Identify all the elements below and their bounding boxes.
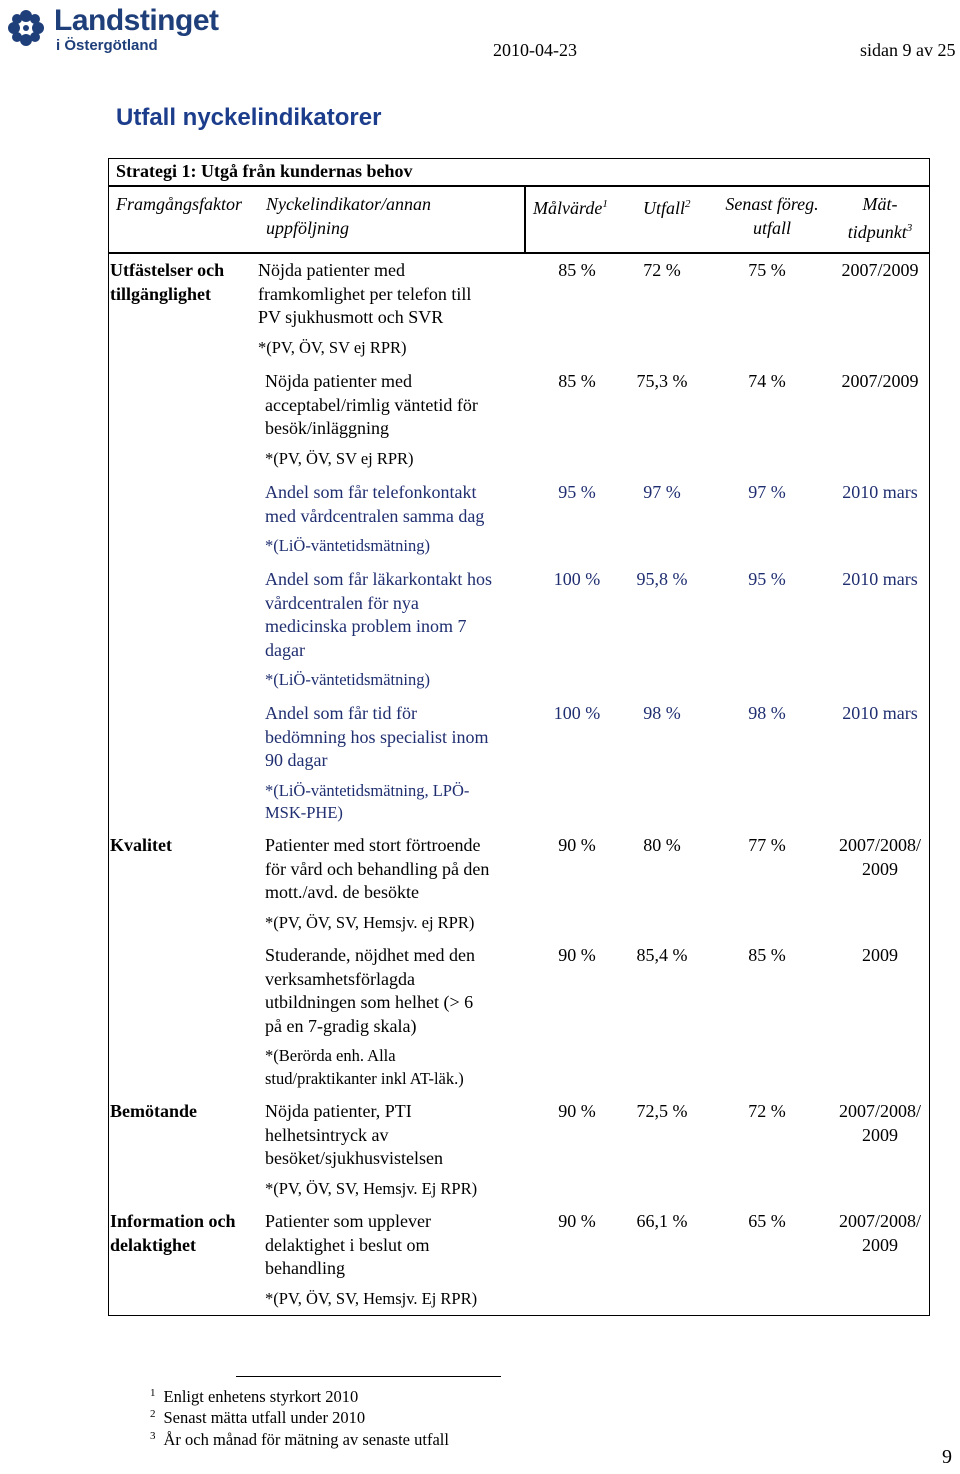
measurement-period bbox=[812, 481, 948, 505]
col-header-indicator-line: Nyckelindikator/annan bbox=[266, 194, 431, 214]
footnote-text: År och månad för mätning av senaste utfall bbox=[163, 1430, 449, 1449]
footnote-ref: 3 bbox=[906, 221, 913, 234]
indicator-text: bedömning hos specialist inom bbox=[265, 726, 489, 747]
indicator-source bbox=[265, 1045, 475, 1090]
indicator-source bbox=[265, 780, 488, 825]
outcome-value: 66,1 % bbox=[636, 1211, 688, 1231]
table-divider bbox=[108, 252, 930, 254]
indicator-text: Nöjda patienter med bbox=[258, 260, 405, 280]
outcome-value: 72 % bbox=[643, 260, 681, 280]
outcome-value: 98 % bbox=[643, 703, 681, 723]
indicator-cell bbox=[265, 702, 488, 825]
indicator-source-text: *(Berörda enh. Alla bbox=[265, 1046, 396, 1065]
col-header-target-label: Målvärde bbox=[533, 198, 603, 218]
indicator-text: framkomlighet per telefon till bbox=[258, 283, 472, 304]
col-header-previous-line: Senast föreg. bbox=[725, 194, 819, 214]
factor-label bbox=[110, 1100, 197, 1124]
measurement-period-line: 2007/2008/ bbox=[838, 835, 921, 855]
indicator-text: Andel som får tid för bbox=[265, 703, 417, 723]
indicator-text: delaktighet i beslut om bbox=[265, 1234, 430, 1255]
previous-value: 65 % bbox=[748, 1211, 786, 1231]
previous-value: 75 % bbox=[748, 260, 786, 280]
measurement-period-line: 2009 bbox=[862, 1234, 898, 1255]
indicator-text: PV sjukhusmott och SVR bbox=[258, 307, 444, 327]
target-value: 90 % bbox=[558, 1211, 596, 1231]
indicator-source bbox=[265, 1178, 477, 1201]
indicator-text: verksamhetsförlagda bbox=[265, 968, 415, 989]
indicator-source bbox=[265, 535, 484, 558]
col-header-outcome bbox=[643, 193, 691, 221]
previous-value: 77 % bbox=[748, 835, 786, 855]
indicator-text: acceptabel/rimlig väntetid för bbox=[265, 394, 478, 415]
indicator-source bbox=[258, 337, 471, 360]
col-header-period bbox=[830, 193, 930, 244]
indicator-text: Studerande, nöjdhet med den bbox=[265, 945, 475, 965]
col-header-target bbox=[533, 193, 608, 221]
measurement-period-line: 2009 bbox=[862, 945, 898, 965]
measurement-period bbox=[812, 702, 948, 726]
page-number: 9 bbox=[942, 1446, 952, 1468]
indicator-text: behandling bbox=[265, 1258, 345, 1278]
indicator-text: besöket/sjukhusvistelsen bbox=[265, 1148, 443, 1168]
indicator-text: helhetsintryck av bbox=[265, 1124, 389, 1145]
landstinget-logo bbox=[6, 4, 236, 56]
indicator-text: utbildningen som helhet (> 6 bbox=[265, 992, 474, 1012]
footnote-text: Senast mätta utfall under 2010 bbox=[163, 1408, 366, 1427]
indicator-source bbox=[265, 448, 478, 471]
col-header-period-line: Mät- bbox=[862, 194, 898, 214]
indicator-text: mott./avd. de besökte bbox=[265, 882, 419, 902]
previous-value: 85 % bbox=[748, 945, 786, 965]
footnote-ref: 1 bbox=[602, 198, 608, 210]
indicator-source-text: *(PV, ÖV, SV, Hemsjv. Ej RPR) bbox=[265, 1288, 478, 1308]
measurement-period bbox=[812, 1100, 948, 1147]
target-value: 100 % bbox=[553, 569, 601, 589]
indicator-source-text: *(PV, ÖV, SV, Hemsjv. Ej RPR) bbox=[265, 1178, 478, 1198]
previous-value: 72 % bbox=[748, 1101, 786, 1121]
footnote-ref: 2 bbox=[685, 198, 691, 210]
measurement-period-line: 2007/2009 bbox=[841, 371, 919, 391]
previous-value: 95 % bbox=[748, 569, 786, 589]
page-title: Utfall nyckelindikatorer bbox=[116, 104, 382, 131]
measurement-period bbox=[812, 370, 948, 394]
outcome-value: 97 % bbox=[643, 482, 681, 502]
factor-line: Utfästelser och bbox=[110, 260, 225, 280]
previous-value: 97 % bbox=[748, 482, 786, 502]
factor-line: Bemötande bbox=[110, 1101, 197, 1121]
footnote-number: 3 bbox=[150, 1429, 156, 1442]
target-value: 85 % bbox=[558, 260, 596, 280]
col-header-indicator-line: uppföljning bbox=[266, 217, 350, 238]
measurement-period-line: 2009 bbox=[862, 858, 898, 879]
flower-logo-icon bbox=[6, 8, 46, 48]
measurement-period bbox=[812, 944, 948, 968]
target-value: 85 % bbox=[558, 371, 596, 391]
measurement-period-line: 2009 bbox=[862, 1124, 898, 1145]
target-value: 95 % bbox=[558, 482, 596, 502]
col-header-factor: Framgångsfaktor bbox=[116, 194, 242, 214]
outcome-value: 80 % bbox=[643, 835, 681, 855]
col-header-previous-line: utfall bbox=[752, 217, 791, 238]
outcome-value: 72,5 % bbox=[636, 1101, 688, 1121]
indicator-source-text: *(PV, ÖV, SV ej RPR) bbox=[258, 337, 407, 357]
footnote-number: 1 bbox=[150, 1386, 156, 1399]
measurement-period-line: 2010 mars bbox=[842, 482, 918, 502]
indicator-cell bbox=[258, 259, 471, 359]
factor-label bbox=[110, 259, 224, 306]
indicator-source-text: *(PV, ÖV, SV ej RPR) bbox=[265, 448, 414, 468]
indicator-text: Nöjda patienter med bbox=[265, 371, 412, 391]
outcome-value: 75,3 % bbox=[636, 371, 688, 391]
measurement-period-line: 2010 mars bbox=[842, 569, 918, 589]
measurement-period-line: 2007/2008/ bbox=[838, 1101, 921, 1121]
indicator-text: med vårdcentralen samma dag bbox=[265, 505, 485, 526]
col-header-outcome-label: Utfall bbox=[643, 198, 686, 218]
indicator-cell bbox=[265, 944, 475, 1090]
indicator-source-text: *(PV, ÖV, SV, Hemsjv. ej RPR) bbox=[265, 912, 475, 932]
measurement-period bbox=[812, 259, 948, 283]
indicator-text: Andel som får läkarkontakt hos bbox=[265, 569, 492, 589]
header-date: 2010-04-23 bbox=[493, 40, 577, 60]
col-header-period-line bbox=[830, 217, 930, 245]
target-value: 90 % bbox=[558, 835, 596, 855]
indicator-text: på en 7-gradig skala) bbox=[265, 1015, 417, 1036]
indicator-source-text: MSK-PHE) bbox=[265, 803, 343, 822]
indicator-cell bbox=[265, 1100, 477, 1200]
measurement-period-line: 2007/2009 bbox=[841, 260, 919, 280]
indicator-cell bbox=[265, 834, 489, 934]
indicator-text: Patienter med stort förtroende bbox=[265, 835, 481, 855]
indicator-cell bbox=[265, 1210, 477, 1310]
indicator-source-text: *(LiÖ-väntetidsmätning) bbox=[265, 670, 430, 689]
indicator-source bbox=[265, 669, 492, 692]
indicator-text: dagar bbox=[265, 639, 305, 660]
indicator-source-text: *(LiÖ-väntetidsmätning, LPÖ- bbox=[265, 780, 470, 800]
indicator-cell bbox=[265, 481, 484, 558]
indicator-cell bbox=[265, 568, 492, 692]
factor-label bbox=[110, 1210, 236, 1257]
measurement-period-line: 2007/2008/ bbox=[838, 1211, 921, 1231]
measurement-period bbox=[812, 568, 948, 592]
factor-line: Kvalitet bbox=[110, 835, 172, 855]
footnote-number: 2 bbox=[150, 1407, 156, 1420]
indicator-text: Patienter som upplever bbox=[265, 1211, 431, 1231]
indicator-source-text: *(LiÖ-väntetidsmätning) bbox=[265, 536, 430, 555]
header-page: sidan 9 av 25 bbox=[860, 40, 956, 60]
table-divider bbox=[108, 185, 930, 187]
indicator-source bbox=[265, 912, 489, 935]
col-header-indicator bbox=[266, 193, 431, 240]
measurement-period bbox=[812, 1210, 948, 1257]
previous-value: 74 % bbox=[748, 371, 786, 391]
factor-line: tillgänglighet bbox=[110, 283, 212, 304]
indicator-text: Nöjda patienter, PTI bbox=[265, 1101, 412, 1121]
measurement-period bbox=[812, 834, 948, 881]
footnote-separator bbox=[236, 1376, 501, 1377]
indicator-text: vårdcentralen för nya bbox=[265, 592, 419, 613]
indicator-text: besök/inläggning bbox=[265, 418, 389, 438]
target-value: 100 % bbox=[553, 703, 601, 723]
factor-label bbox=[110, 834, 172, 858]
indicator-table bbox=[108, 158, 930, 1316]
col-header-previous bbox=[712, 193, 832, 240]
col-header-period-label: tidpunkt bbox=[847, 221, 907, 242]
footnote bbox=[150, 1408, 365, 1428]
logo-subtitle: i Östergötland bbox=[56, 37, 158, 54]
previous-value: 98 % bbox=[748, 703, 786, 723]
indicator-source bbox=[265, 1288, 477, 1311]
footnote bbox=[150, 1387, 358, 1407]
factor-line: delaktighet bbox=[110, 1234, 197, 1255]
indicator-cell bbox=[265, 370, 478, 470]
footnote-text: Enligt enhetens styrkort 2010 bbox=[163, 1387, 359, 1406]
footnote bbox=[150, 1430, 449, 1450]
indicator-text: medicinska problem inom 7 bbox=[265, 616, 467, 636]
outcome-value: 95,8 % bbox=[636, 569, 688, 589]
indicator-source-text: stud/praktikanter inkl AT-läk.) bbox=[265, 1068, 464, 1088]
logo-title: Landstinget bbox=[54, 4, 219, 37]
indicator-text: Andel som får telefonkontakt bbox=[265, 482, 477, 502]
target-value: 90 % bbox=[558, 1101, 596, 1121]
table-divider bbox=[524, 185, 526, 253]
factor-line: Information och bbox=[110, 1211, 236, 1231]
outcome-value: 85,4 % bbox=[636, 945, 688, 965]
measurement-period-line: 2010 mars bbox=[842, 703, 918, 723]
target-value: 90 % bbox=[558, 945, 596, 965]
indicator-text: 90 dagar bbox=[265, 750, 328, 770]
strategy-heading: Strategi 1: Utgå från kundernas behov bbox=[116, 161, 413, 181]
indicator-text: för vård och behandling på den bbox=[265, 858, 490, 879]
